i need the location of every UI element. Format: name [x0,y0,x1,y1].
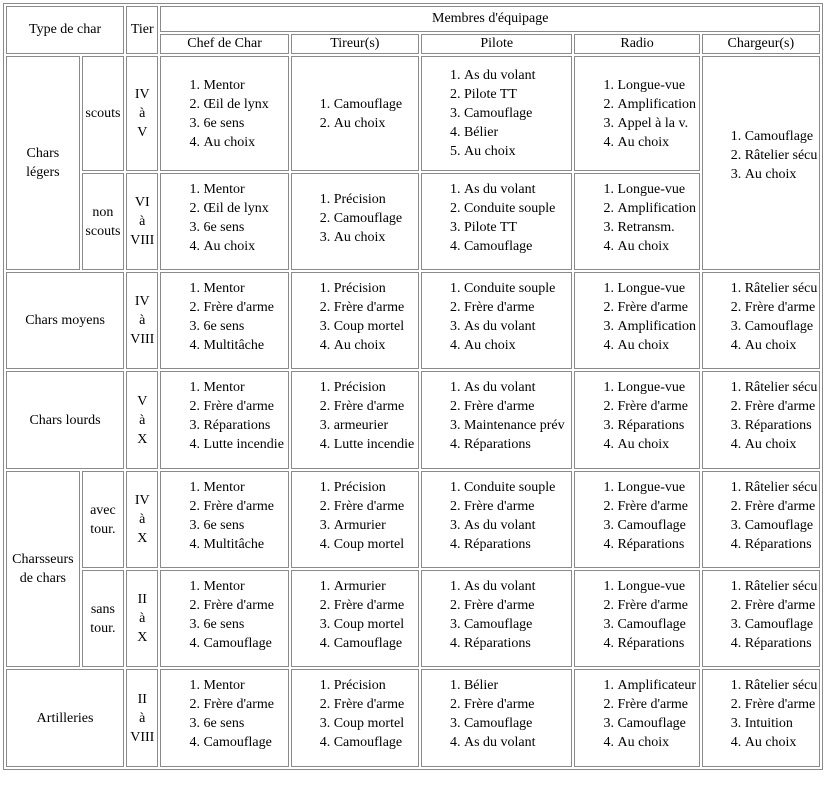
skill-item: 2. Amplification [617,95,698,114]
radio-skills [575,279,698,355]
tier-cell [126,471,158,568]
skill-item: 1. Précision [334,190,418,209]
skill-item: 4. Camouflage [334,733,418,752]
skill-item: 1. Conduite souple [464,478,572,497]
skill-item: 1. As du volant [464,66,572,85]
text-line: VIII [130,729,155,745]
text-line: IV [134,294,150,309]
chef-skills [161,279,287,355]
skill-item: 1. Longue-vue [617,378,698,397]
chargeur-skills [703,676,819,752]
header-type: Type de char [6,6,124,54]
skill-item: 1. Râtelier sécu [745,676,819,695]
skill-item: 4. Camouflage [464,237,572,256]
skill-item: 3. Maintenance prév [464,416,572,435]
skill-item: 2. Frère d'arme [745,397,819,416]
skill-item: 2. Frère d'arme [203,695,287,714]
tireur-skills [292,95,418,133]
skill-item: 1. Précision [334,279,418,298]
skill-item: 3. Retransm. [617,218,698,237]
header-role-tireur: Tireur(s) [291,34,419,54]
text-line: X [137,431,148,447]
radio-skills [575,676,698,752]
skill-item: 2. Frère d'arme [464,695,572,714]
skill-item: 1. Longue-vue [617,279,698,298]
skill-item: 1. Précision [334,478,418,497]
pilote-skills [422,478,572,554]
skill-item: 2. Pilote TT [464,85,572,104]
text-line: à [139,106,146,121]
skill-item: 4. Multitâche [203,535,287,554]
skill-item: 1. Bélier [464,676,572,695]
skill-item: 4. Au choix [617,133,698,152]
skill-item: 2. Amplification [617,199,698,218]
chef-skills [161,378,287,454]
skill-item: 1. Précision [334,378,418,397]
type-td [6,471,80,667]
skill-item: 4. Réparations [464,535,572,554]
pilote-skills [422,66,572,161]
tireur-skills [292,676,418,752]
type-label [7,144,79,182]
tireur-skills [292,378,418,454]
skill-item: 1. Râtelier sécu [745,478,819,497]
table-row [6,272,820,369]
skill-item: 1. Armurier [334,577,418,596]
chargeur-skills [703,577,819,653]
skill-item: 1. Camouflage [745,127,819,146]
skill-item: 2. Frère d'arme [464,397,572,416]
text-line: VI [134,195,150,210]
text-line: V [137,393,148,409]
chef-skills [161,478,287,554]
skill-item: 4. Au choix [203,237,287,256]
skill-item: 2. Au choix [334,114,418,133]
skill-item: 4. Réparations [617,535,698,554]
skill-item: 1. Longue-vue [617,577,698,596]
text-line: avec [90,502,116,518]
tireur-skills [292,577,418,653]
skill-item: 2. Frère d'arme [334,596,418,615]
skill-item: 4. Au choix [745,733,819,752]
skill-item: 2. Frère d'arme [464,298,572,317]
header-crew: Membres d'équipage [160,6,820,32]
chef-skills [161,76,287,152]
text-line: à [139,710,146,726]
tier-cell [126,669,158,767]
skill-item: 3. 6e sens [203,516,287,535]
skill-item: 1. Conduite souple [464,279,572,298]
text-line: Charsseurs [12,552,74,567]
skill-item: 4. Réparations [464,634,572,653]
skill-item: 2. Frère d'arme [464,497,572,516]
pilote-skills [422,180,572,256]
table-row [6,371,820,469]
skill-item: 1. Mentor [203,180,287,199]
text-line: IV [134,493,150,508]
skill-item: 4. Au choix [464,336,572,355]
skill-item: 3. armeurier [334,416,418,435]
skill-item: 2. Frère d'arme [745,695,819,714]
skill-item: 3. Réparations [203,416,287,435]
crew-skills-table [3,3,823,770]
skill-item: 1. Longue-vue [617,76,698,95]
skill-item: 3. Pilote TT [464,218,572,237]
skill-item: 3. 6e sens [203,218,287,237]
skill-item: 1. Amplificateur [617,676,698,695]
text-line: tour. [90,620,116,636]
skill-item: 2. Frère d'arme [334,397,418,416]
skill-item: 2. Conduite souple [464,199,572,218]
skill-item: 2. Frère d'arme [617,298,698,317]
skill-item: 4. Au choix [617,336,698,355]
text-line: X [137,531,148,546]
pilote-skills [422,577,572,653]
skill-item: 4. Réparations [617,634,698,653]
tier-cell [126,371,158,469]
sub-noturret [82,570,124,667]
skill-item: 1. Précision [334,676,418,695]
header-role-radio: Radio [574,34,699,54]
radio-skills [575,577,698,653]
skill-item: 3. Camouflage [745,317,819,336]
skill-item: 4. Au choix [745,336,819,355]
text-line: à [139,313,146,328]
sub-scouts: scouts [82,56,124,171]
tireur-skills [292,478,418,554]
skill-item: 2. Frère d'arme [617,596,698,615]
skill-item: 1. Mentor [203,76,287,95]
skill-item: 4. Au choix [617,733,698,752]
skill-item: 1. Mentor [203,279,287,298]
chargeur-skills [703,127,819,184]
skill-item: 3. 6e sens [203,317,287,336]
skill-item: 4. Camouflage [203,634,287,653]
chef-skills [161,676,287,752]
skill-item: 1. Mentor [203,676,287,695]
text-line: à [139,512,146,527]
pilote-skills [422,378,572,454]
text-line: V [137,125,148,140]
skill-item: 3. 6e sens [203,714,287,733]
skill-item: 5. Au choix [464,142,572,161]
table-row [6,471,820,568]
skill-item: 4. Réparations [464,435,572,454]
skill-item: 4. Au choix [334,336,418,355]
sub-nonscouts [82,173,124,270]
tireur-skills [292,279,418,355]
table-row [6,173,820,270]
tier-cell [126,173,158,270]
tireur-skills [292,180,418,247]
skill-item: 3. Réparations [617,416,698,435]
text-line: X [137,630,148,645]
skill-item: 3. Intuition [745,714,819,733]
table-row [6,56,820,171]
skill-item: 2. Frère d'arme [203,497,287,516]
type-arty: Artilleries [6,669,124,767]
text-line: non [92,204,114,220]
skill-item: 3. Appel à la v. [617,114,698,133]
skill-item: 3. Camouflage [745,615,819,634]
skill-item: 4. Réparations [745,535,819,554]
skill-item: 3. Camouflage [745,516,819,535]
skill-item: 2. Frère d'arme [617,497,698,516]
skill-item: 3. Camouflage [617,714,698,733]
skill-item: 1. Mentor [203,378,287,397]
text-line: scouts [85,223,121,239]
pilote-skills [422,279,572,355]
table-row [6,570,820,667]
skill-item: 2. Frère d'arme [334,298,418,317]
text-line: sans [90,601,115,617]
skill-item: 4. Camouflage [203,733,287,752]
pilote-skills [422,676,572,752]
chargeur-skills [703,378,819,454]
tier-cell [126,56,158,171]
skill-item: 2. Frère d'arme [745,497,819,516]
skill-item: 3. 6e sens [203,114,287,133]
text-line: à [139,214,146,229]
text-line: II [137,691,147,707]
chargeur-skills [703,478,819,554]
skill-item: 2. Frère d'arme [203,397,287,416]
skill-item: 3. Coup mortel [334,714,418,733]
type-medium: Chars moyens [6,272,124,369]
chargeur-skills [703,279,819,355]
type-light-label: Chars légers [26,146,60,180]
skill-item: 4. Réparations [745,634,819,653]
chef-skills [161,180,287,256]
skill-item: 2. Frère d'arme [334,695,418,714]
header-tier: Tier [126,6,158,54]
skill-item: 2. Frère d'arme [617,397,698,416]
type-light [6,56,80,270]
skill-item: 2. Frère d'arme [334,497,418,516]
skill-item: 1. Camouflage [334,95,418,114]
skill-item: 4. Au choix [745,435,819,454]
skill-item: 1. Mentor [203,577,287,596]
skill-item: 1. Longue-vue [617,180,698,199]
skill-item: 3. Armurier [334,516,418,535]
skill-item: 3. Camouflage [617,615,698,634]
text-line: VIII [130,233,155,248]
skill-item: 4. Au choix [617,435,698,454]
chef-skills [161,577,287,653]
skill-item: 4. Lutte incendie [334,435,418,454]
header-role-chef: Chef de Char [160,34,288,54]
skill-item: 4. Coup mortel [334,535,418,554]
skill-item: 1. Râtelier sécu [745,279,819,298]
radio-skills [575,478,698,554]
skill-item: 4. Lutte incendie [203,435,287,454]
skill-item: 2. Frère d'arme [203,596,287,615]
text-line: à [139,611,146,626]
radio-skills [575,76,698,152]
radio-skills [575,180,698,256]
skill-item: 2. Œil de lynx [203,199,287,218]
header-role-chargeur: Chargeur(s) [702,34,820,54]
skill-item: 3. Camouflage [464,104,572,123]
skill-item: 2. Œil de lynx [203,95,287,114]
skill-item: 4. As du volant [464,733,572,752]
text-line: de chars [19,571,66,586]
skill-item: 1. Mentor [203,478,287,497]
skill-item: 2. Frère d'arme [745,596,819,615]
header-role-pilote: Pilote [421,34,573,54]
radio-skills [575,378,698,454]
skill-item: 4. Bélier [464,123,572,142]
tier-cell [126,570,158,667]
text-line: tour. [90,521,116,537]
skill-item: 1. As du volant [464,378,572,397]
skill-item: 1. Longue-vue [617,478,698,497]
text-line: IV [134,87,150,102]
sub-withturret [82,471,124,568]
skill-item: 3. 6e sens [203,615,287,634]
table-row [6,669,820,767]
skill-item: 1. As du volant [464,180,572,199]
skill-item: 2. Camouflage [334,209,418,228]
skill-item: 4. Au choix [617,237,698,256]
skill-item: 1. As du volant [464,577,572,596]
tier-cell [126,272,158,369]
text-line: II [137,592,147,607]
skill-item: 3. Au choix [334,228,418,247]
skill-item: 2. Frère d'arme [617,695,698,714]
skill-item: 3. Amplification [617,317,698,336]
skill-item: 4. Multitâche [203,336,287,355]
skill-item: 4. Au choix [203,133,287,152]
type-heavy: Chars lourds [6,371,124,469]
skill-item: 1. Râtelier sécu [745,378,819,397]
skill-item: 3. Coup mortel [334,317,418,336]
skill-item: 3. As du volant [464,516,572,535]
skill-item: 3. As du volant [464,317,572,336]
skill-item: 3. Coup mortel [334,615,418,634]
text-line: à [139,412,146,428]
skill-item: 3. Réparations [745,416,819,435]
text-line: VIII [130,332,155,347]
skill-item: 2. Râtelier sécu [745,146,819,165]
skill-item: 2. Frère d'arme [745,298,819,317]
skill-item: 4. Camouflage [334,634,418,653]
skill-item: 3. Camouflage [464,714,572,733]
skill-item: 2. Frère d'arme [203,298,287,317]
skill-item: 3. Au choix [745,165,819,184]
skill-item: 3. Camouflage [464,615,572,634]
skill-item: 3. Camouflage [617,516,698,535]
skill-item: 2. Frère d'arme [464,596,572,615]
skill-item: 1. Râtelier sécu [745,577,819,596]
